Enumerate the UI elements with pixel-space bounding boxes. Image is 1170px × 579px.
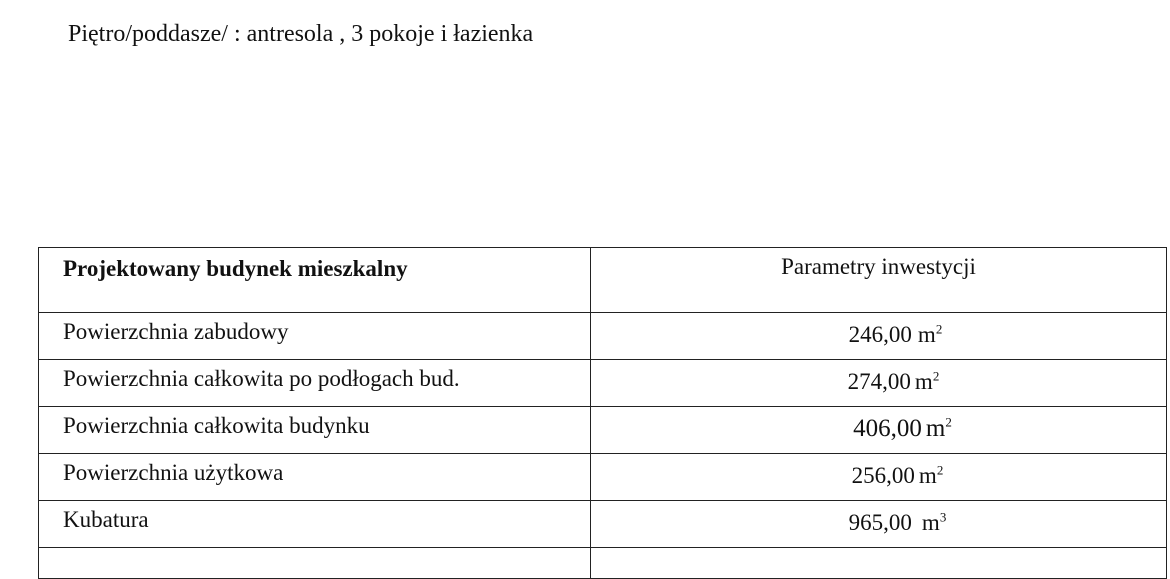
row-label: Powierzchnia całkowita budynku — [39, 407, 591, 454]
cut-off-cell — [39, 548, 591, 579]
row-label: Powierzchnia użytkowa — [39, 454, 591, 501]
parameters-table-wrapper — [38, 247, 1168, 567]
table-row — [39, 313, 1167, 360]
row-label: Powierzchnia całkowita po podłogach bud. — [39, 360, 591, 407]
table-row-cut-off — [39, 548, 1167, 579]
row-value-cell — [591, 407, 1167, 454]
row-label: Powierzchnia zabudowy — [39, 313, 591, 360]
row-value: 256,00 — [851, 463, 915, 488]
row-unit: $m^2$ — [914, 368, 940, 394]
table-header-row — [39, 248, 1167, 313]
table-row — [39, 501, 1167, 548]
table-row — [39, 454, 1167, 501]
unit-exponent: 2 — [935, 321, 943, 337]
table-row — [39, 407, 1167, 454]
header-building-label: Projektowany budynek mieszkalny — [39, 248, 591, 313]
row-value-cell — [591, 501, 1167, 548]
unit-exponent: 2 — [936, 462, 944, 478]
intro-text: Piętro/poddasze/ : antresola , 3 pokoje i łazienka — [68, 21, 534, 47]
row-value-cell — [591, 360, 1167, 407]
parameters-table — [38, 247, 1167, 579]
row-value: 406,00 — [853, 415, 922, 442]
row-unit: $m^2$ — [918, 462, 944, 488]
row-label: Kubatura — [39, 501, 591, 548]
row-unit: $m^3$ — [921, 509, 947, 535]
row-value-cell — [591, 454, 1167, 501]
row-value: 274,00 — [847, 369, 911, 394]
unit-exponent: 3 — [939, 509, 947, 525]
row-unit: $m^2$ — [925, 414, 952, 442]
unit-exponent: 2 — [945, 414, 952, 430]
header-parameters-label: Parametry inwestycji — [591, 248, 1167, 313]
cut-off-cell — [591, 548, 1167, 579]
table-row — [39, 360, 1167, 407]
row-value: 965,00 — [848, 510, 912, 535]
row-value: 246,00 — [848, 322, 912, 347]
unit-exponent: 2 — [932, 368, 940, 384]
row-value-cell — [591, 313, 1167, 360]
row-unit: $m^2$ — [917, 321, 943, 347]
